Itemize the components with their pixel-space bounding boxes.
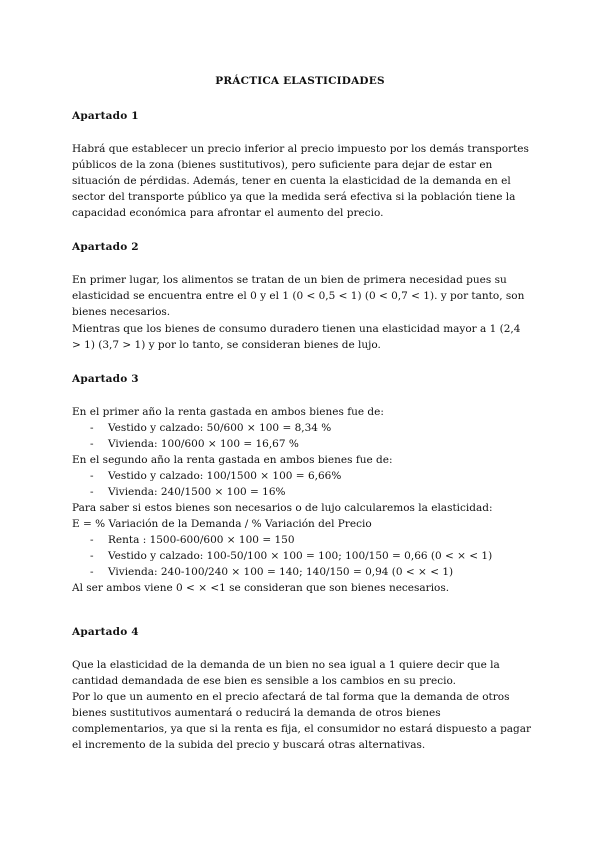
list-item bbox=[90, 485, 286, 499]
dash-marker: - bbox=[90, 422, 94, 434]
section-heading-2: Apartado 2 bbox=[72, 241, 139, 253]
paragraph-line: Por lo que un aumento en el precio afectará de tal forma que la demanda de otros bbox=[72, 691, 510, 703]
list-item-text: Vestido y calzado: 100/1500 × 100 = 6,66% bbox=[108, 470, 342, 482]
list-item bbox=[90, 469, 341, 483]
formula-line: E = % Variación de la Demanda / % Variación del Precio bbox=[72, 518, 372, 530]
paragraph-line: Habrá que establecer un precio inferior al precio impuesto por los demás transportes bbox=[72, 143, 529, 155]
list-item-text: Vivienda: 240/1500 × 100 = 16% bbox=[108, 486, 286, 498]
dash-marker: - bbox=[90, 566, 94, 578]
dash-marker: - bbox=[90, 534, 94, 546]
section-heading-3: Apartado 3 bbox=[72, 373, 139, 385]
section-heading-1: Apartado 1 bbox=[72, 110, 139, 122]
list-item bbox=[90, 549, 492, 563]
list-item bbox=[90, 421, 331, 435]
dash-marker: - bbox=[90, 550, 94, 562]
page-title: PRÁCTICA ELASTICIDADES bbox=[215, 75, 385, 87]
paragraph-line: Al ser ambos viene 0 < × <1 se consideran que son bienes necesarios. bbox=[72, 582, 450, 594]
list-item-text: Vestido y calzado: 100-50/100 × 100 = 100; 100/150 = 0,66 (0 < × < 1) bbox=[108, 550, 493, 562]
paragraph-line: bienes sustitutivos aumentará o reducirá la demanda de otros bienes bbox=[72, 707, 441, 719]
paragraph-line: sector del transporte público ya que la medida será efectiva si la población tiene la bbox=[72, 191, 516, 203]
paragraph-line: capacidad económica para afrontar el aumento del precio. bbox=[72, 207, 384, 219]
paragraph-line: En el segundo año la renta gastada en ambos bienes fue de: bbox=[72, 454, 393, 466]
paragraph-line: complementarios, ya que si la renta es fija, el consumidor no estará dispuesto a pagar bbox=[72, 723, 532, 735]
paragraph-line: Que la elasticidad de la demanda de un bien no sea igual a 1 quiere decir que la bbox=[72, 659, 500, 671]
list-item-text: Vivienda: 240-100/240 × 100 = 140; 140/150 = 0,94 (0 < × < 1) bbox=[108, 566, 454, 578]
section-heading-4: Apartado 4 bbox=[72, 626, 139, 638]
paragraph-line: > 1) (3,7 > 1) y por lo tanto, se consideran bienes de lujo. bbox=[72, 339, 381, 351]
paragraph-line: bienes necesarios. bbox=[72, 306, 171, 318]
list-item-text: Vivienda: 100/600 × 100 = 16,67 % bbox=[108, 438, 299, 450]
paragraph-line: situación de pérdidas. Además, tener en cuenta la elasticidad de la demanda en el bbox=[72, 175, 511, 187]
paragraph-line: cantidad demandada de ese bien es sensible a los cambios en su precio. bbox=[72, 675, 456, 687]
dash-marker: - bbox=[90, 470, 94, 482]
list-item bbox=[90, 437, 299, 451]
paragraph-line: En primer lugar, los alimentos se tratan de un bien de primera necesidad pues su bbox=[72, 274, 507, 286]
paragraph-line: Mientras que los bienes de consumo duradero tienen una elasticidad mayor a 1 (2,4 bbox=[72, 323, 521, 335]
dash-marker: - bbox=[90, 438, 94, 450]
paragraph-line: Para saber si estos bienes son necesarios o de lujo calcularemos la elasticidad: bbox=[72, 502, 493, 514]
list-item bbox=[90, 565, 453, 579]
paragraph-line: públicos de la zona (bienes sustitutivos), pero suficiente para dejar de estar en bbox=[72, 159, 493, 171]
list-item-text: Renta : 1500-600/600 × 100 = 150 bbox=[108, 534, 295, 546]
paragraph-line: En el primer año la renta gastada en ambos bienes fue de: bbox=[72, 406, 384, 418]
list-item bbox=[90, 533, 295, 547]
dash-marker: - bbox=[90, 486, 94, 498]
paragraph-line: elasticidad se encuentra entre el 0 y el 1 (0 < 0,5 < 1) (0 < 0,7 < 1). y por tanto, son bbox=[72, 290, 525, 302]
paragraph-line: el incremento de la subida del precio y buscará otras alternativas. bbox=[72, 739, 426, 751]
list-item-text: Vestido y calzado: 50/600 × 100 = 8,34 % bbox=[108, 422, 332, 434]
